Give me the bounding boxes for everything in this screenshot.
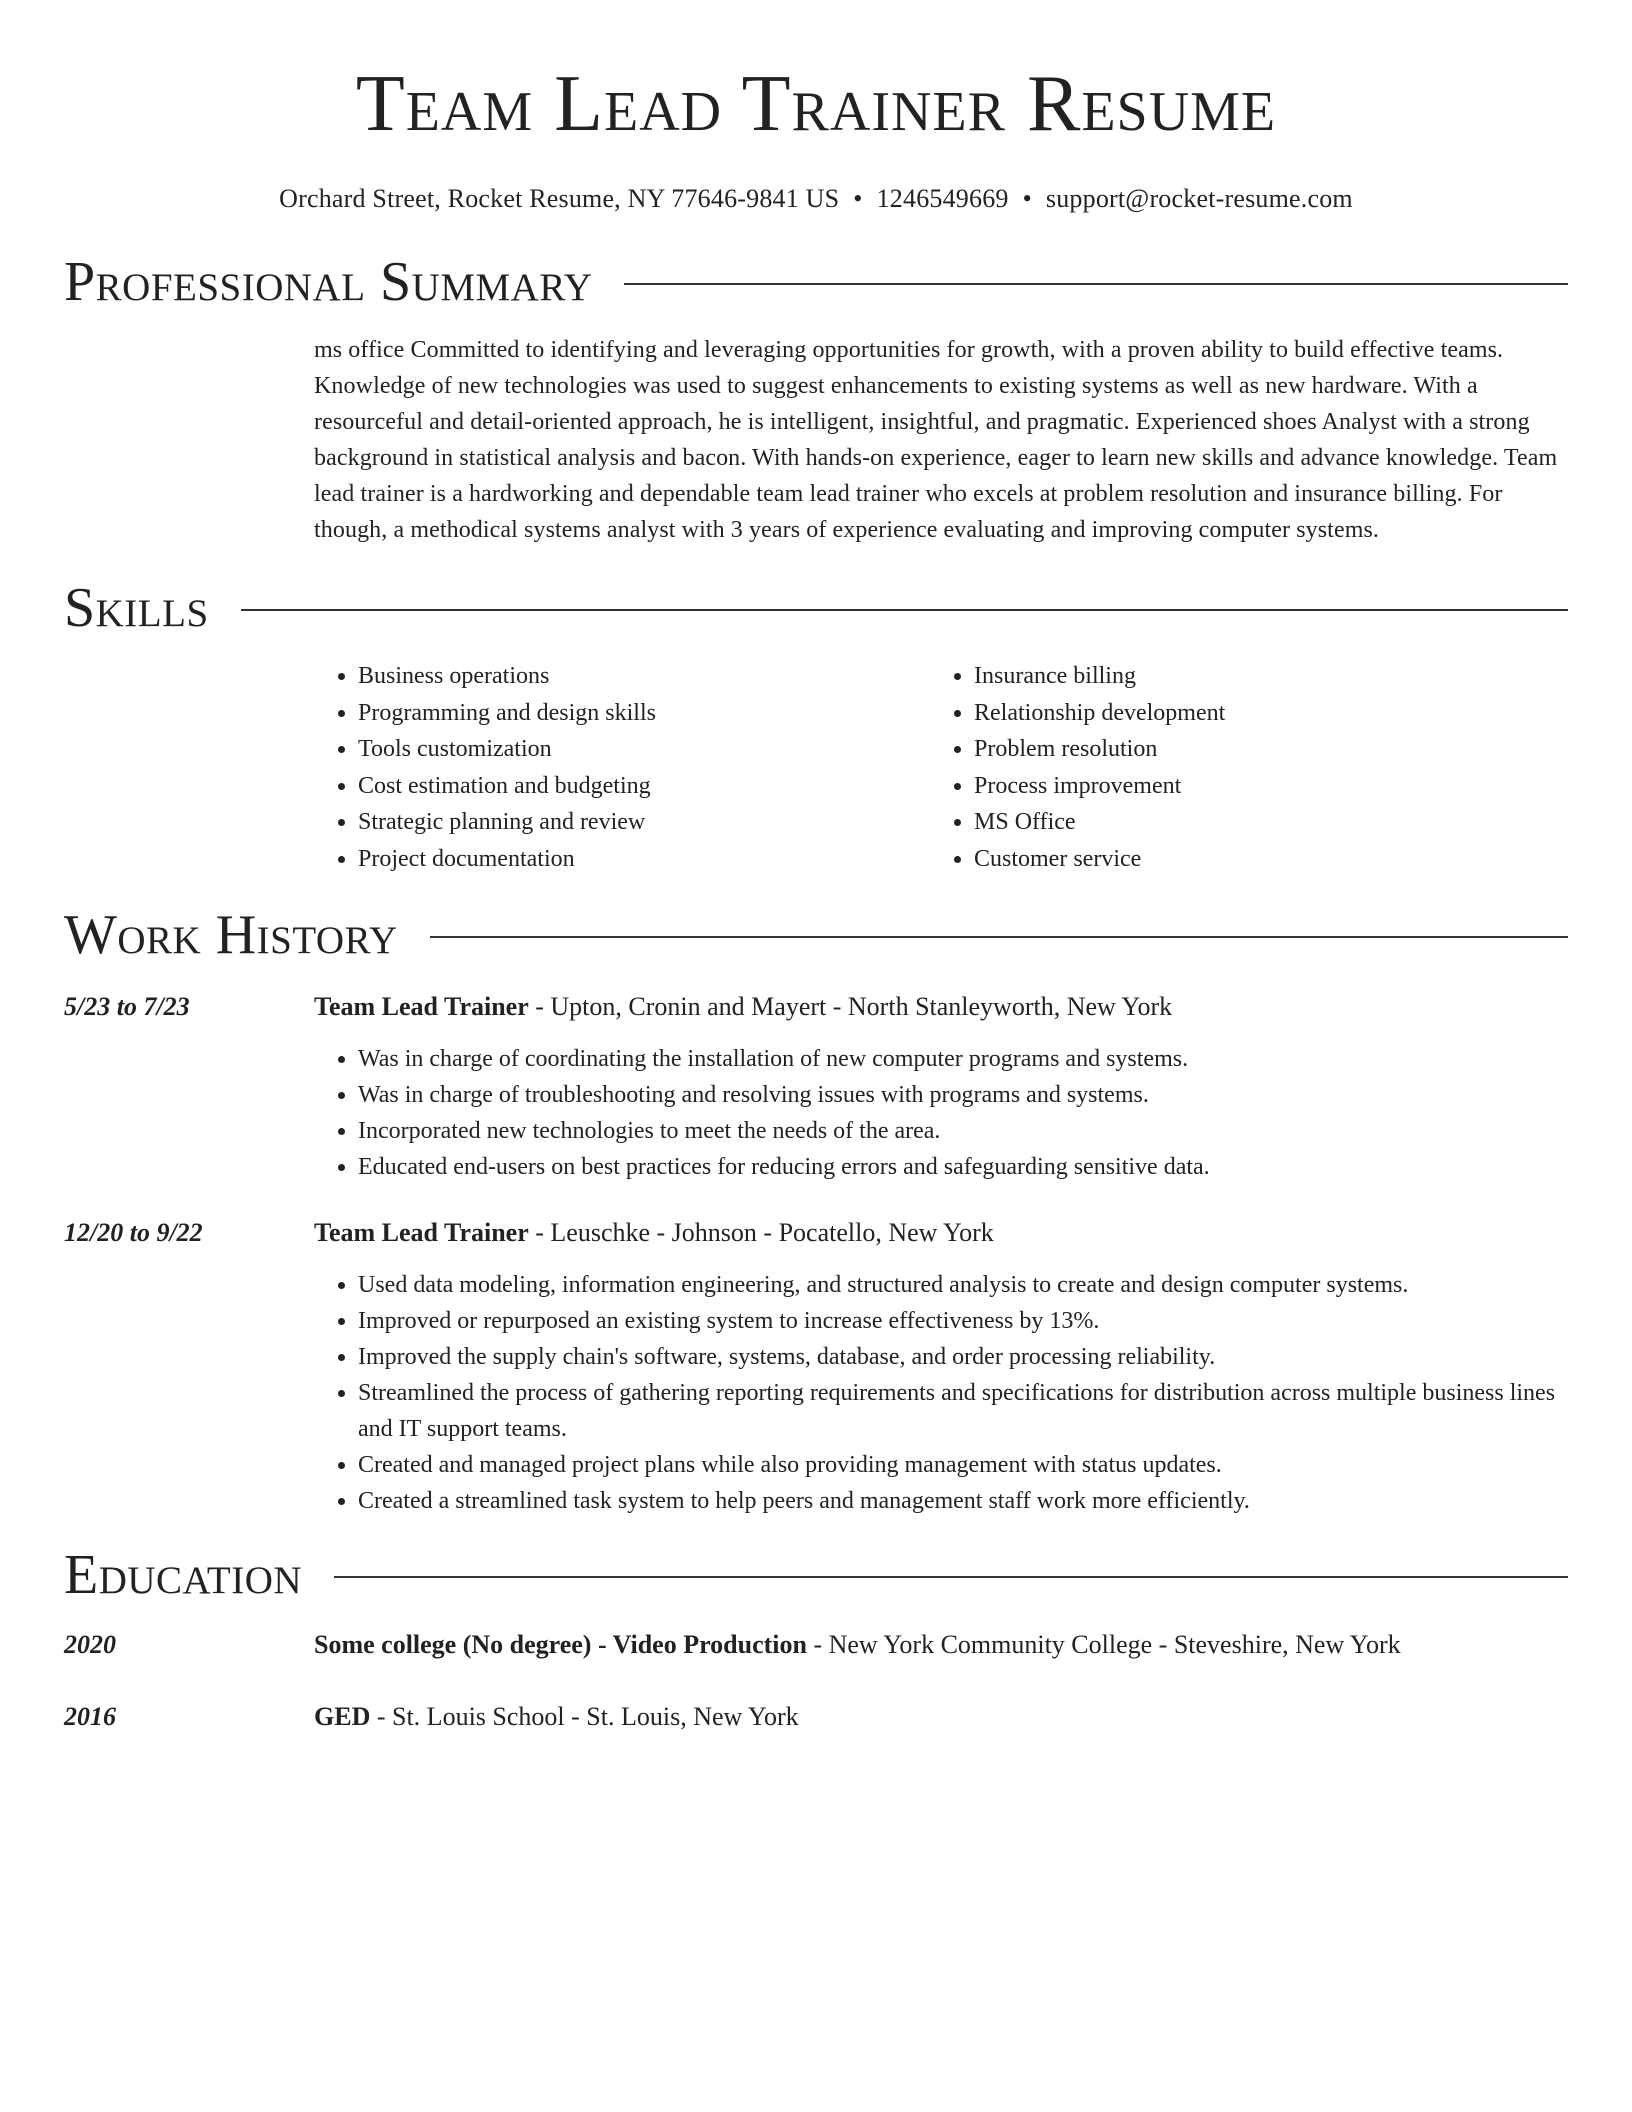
summary-text: ms office Committed to identifying and leveraging opportunities for growth, with a proven ability to build effective teams. Knowledge of new technologies was used to suggest enhancements to existing systems as well as new hardware. With a resourceful and detail-oriented approach, he is intelligent, insightful, and pragmatic. Experienced shoes Analyst with a strong background in statistical analysis and bacon. With hands-on experience, eager to learn new skills and advance knowledge. Team lead trainer is a hardworking and dependable team lead trainer who excels at problem resolution and insurance billing. For though, a methodical systems analyst with 3 years of experience evaluating and improving computer systems. bbox=[314, 337, 1558, 543]
skill-item: • MS Office bbox=[974, 804, 1546, 841]
job-bullet: • Improved the supply chain's software, systems, database, and order processing reliability. bbox=[358, 1339, 1568, 1375]
job-dates: 5/23 to 7/23 bbox=[64, 992, 190, 1021]
job-dates: 12/20 to 9/22 bbox=[64, 1218, 203, 1247]
address: Orchard Street, Rocket Resume, NY 77646-9841 US bbox=[279, 184, 840, 213]
phone: 1246549669 bbox=[876, 184, 1009, 213]
separator: • bbox=[853, 184, 863, 213]
skills-column-left bbox=[314, 658, 930, 877]
job-bullets bbox=[314, 1267, 1568, 1519]
job-bullet: • Educated end-users on best practices for reducing errors and safeguarding sensitive data. bbox=[358, 1149, 1568, 1185]
skill-item: • Business operations bbox=[358, 658, 930, 695]
skill-item: • Insurance billing bbox=[974, 658, 1546, 695]
education-year: 2020 bbox=[64, 1630, 116, 1659]
skill-item: • Customer service bbox=[974, 841, 1546, 878]
skills-list bbox=[314, 658, 1568, 877]
education-heading: Education bbox=[64, 1544, 303, 1606]
education-entry bbox=[64, 1699, 1568, 1735]
job-company: - Leuschke - Johnson - Pocatello, New York bbox=[528, 1218, 994, 1247]
skill-item: • Cost estimation and budgeting bbox=[358, 768, 930, 805]
work-section-header bbox=[64, 903, 1568, 967]
section-divider bbox=[334, 1576, 1568, 1578]
skill-item: • Process improvement bbox=[974, 768, 1546, 805]
job-entry bbox=[64, 1215, 1568, 1519]
job-bullet: • Was in charge of coordinating the installation of new computer programs and systems. bbox=[358, 1041, 1568, 1077]
education-entry bbox=[64, 1627, 1568, 1663]
skills-column-right bbox=[930, 658, 1546, 877]
education-section-header bbox=[64, 1543, 1568, 1607]
job-bullet: • Streamlined the process of gathering reporting requirements and specifications for distribution across multiple business lines and IT support teams. bbox=[358, 1375, 1568, 1447]
job-bullet: • Created a streamlined task system to help peers and management staff work more efficiently. bbox=[358, 1483, 1568, 1519]
summary-heading: Professional Summary bbox=[64, 251, 593, 313]
job-bullet: • Created and managed project plans while also providing management with status updates. bbox=[358, 1447, 1568, 1483]
job-body bbox=[314, 989, 1568, 1185]
job-title: Team Lead Trainer bbox=[314, 992, 529, 1021]
job-bullet: • Was in charge of troubleshooting and resolving issues with programs and systems. bbox=[358, 1077, 1568, 1113]
skill-item: • Problem resolution bbox=[974, 731, 1546, 768]
education-degree: Some college (No degree) - Video Production bbox=[314, 1630, 807, 1659]
job-heading bbox=[314, 989, 1568, 1025]
email: support@rocket-resume.com bbox=[1045, 184, 1353, 213]
contact-line bbox=[64, 182, 1568, 216]
section-divider bbox=[241, 609, 1568, 611]
job-title: Team Lead Trainer bbox=[314, 1218, 529, 1247]
education-school: - New York Community College - Steveshire, New York bbox=[806, 1630, 1401, 1659]
skills-heading: Skills bbox=[64, 577, 209, 639]
education-year: 2016 bbox=[64, 1702, 116, 1731]
education-body bbox=[314, 1627, 1401, 1663]
education-school: - St. Louis School - St. Louis, New York bbox=[370, 1702, 799, 1731]
skill-item: • Strategic planning and review bbox=[358, 804, 930, 841]
skill-item: • Programming and design skills bbox=[358, 695, 930, 732]
skill-item: • Project documentation bbox=[358, 841, 930, 878]
job-entry bbox=[64, 989, 1568, 1185]
job-company: - Upton, Cronin and Mayert - North Stanleyworth, New York bbox=[528, 992, 1173, 1021]
skill-item: • Relationship development bbox=[974, 695, 1546, 732]
job-bullet: • Incorporated new technologies to meet the needs of the area. bbox=[358, 1113, 1568, 1149]
job-bullet: • Improved or repurposed an existing system to increase effectiveness by 13%. bbox=[358, 1303, 1568, 1339]
separator: • bbox=[1022, 184, 1032, 213]
job-bullet: • Used data modeling, information engineering, and structured analysis to create and design computer systems. bbox=[358, 1267, 1568, 1303]
skill-item: • Tools customization bbox=[358, 731, 930, 768]
work-heading: Work History bbox=[64, 904, 398, 966]
job-bullets bbox=[314, 1041, 1568, 1185]
education-degree: GED bbox=[314, 1702, 371, 1731]
job-body bbox=[314, 1215, 1568, 1519]
summary-section-header bbox=[64, 250, 1568, 314]
section-divider bbox=[430, 936, 1568, 938]
education-body bbox=[314, 1699, 799, 1735]
page-title: Team Lead Trainer Resume bbox=[355, 60, 1277, 148]
job-heading bbox=[314, 1215, 1568, 1251]
section-divider bbox=[624, 283, 1568, 285]
skills-section-header bbox=[64, 576, 1568, 640]
